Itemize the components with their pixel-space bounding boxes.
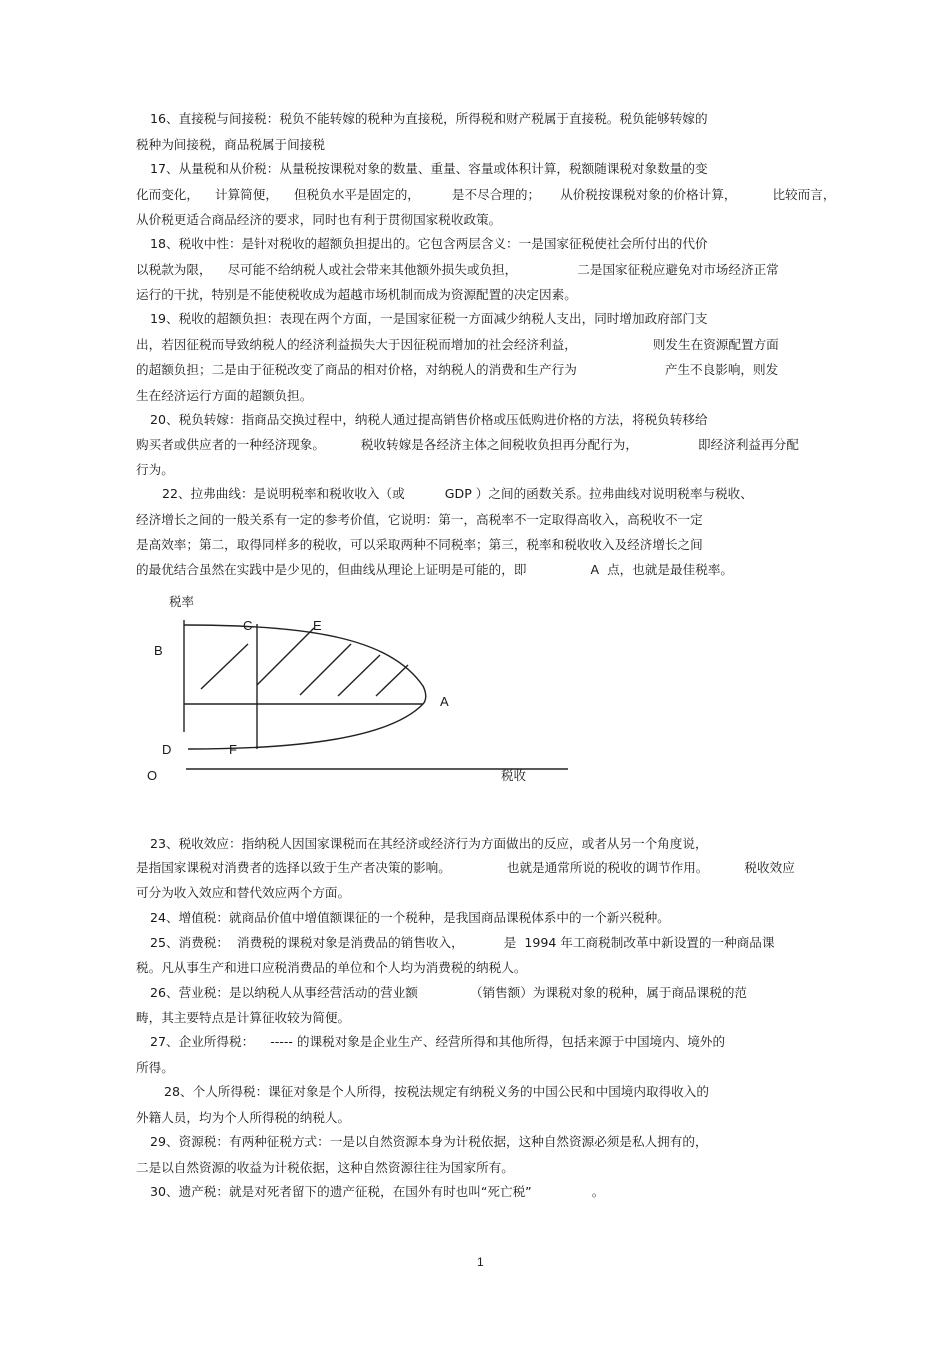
page-number: 1 [477,1255,484,1269]
paragraph-line: 经济增长之间的一般关系有一定的参考价值，它说明：第一，高税率不一定取得高收入，高税收不一定 [136,512,703,527]
paragraph-line: 运行的干扰，特别是不能使税收成为超越市场机制而成为资源配置的决定因素。 [136,287,577,302]
origin-label: O [147,768,158,783]
paragraph-line: 的最优结合虽然在实践中是少见的，但曲线从理论上证明是可能的，即 A 点，也就是最佳税率。 [136,562,734,577]
paragraph-line: 行为。 [136,462,174,477]
paragraph-line: 25、消费税： 消费税的课税对象是消费品的销售收入， 是 1994 年工商税制改革中新设置的一种商品课 [150,935,775,950]
paragraph-line: 是高效率；第二，取得同样多的税收，可以采取两种不同税率；第三，税率和税收收入及经济增长之间 [136,537,703,552]
y-axis-label: 税率 [169,594,195,609]
point-c-label: C [243,618,253,633]
paragraph-line: 以税款为限， 尽可能不给纳税人或社会带来其他额外损失或负担， 二是国家征税应避免对市场经济正常 [136,262,779,277]
paragraph-line: 17、从量税和从价税：从量税按课税对象的数量、重量、容量或体积计算，税额随课税对象数量的变 [150,161,708,176]
paragraph-line: 是指国家课税对消费者的选择以致于生产者决策的影响。 也就是通常所说的税收的调节作用。 税收效应 [136,860,795,875]
paragraph-line: 二是以自然资源的收益为计税依据，这种自然资源往往为国家所有。 [136,1160,514,1175]
x-axis-label: 税收 [501,768,527,783]
point-e-label: E [313,618,322,633]
paragraph-line: 20、税负转嫁：指商品交换过程中，纳税人通过提高销售价格或压低购进价格的方法，将税负转移给 [150,412,708,427]
point-f-label: F [229,742,237,757]
paragraph-line: 生在经济运行方面的超额负担。 [136,388,313,403]
paragraph-line: 26、营业税：是以纳税人从事经营活动的营业额 （销售额）为课税对象的税种，属于商品课税的范 [150,985,748,1000]
paragraph-line: 22、拉弗曲线：是说明税率和税收收入（或 GDP ）之间的函数关系。拉弗曲线对说明税率与税收、 [162,486,753,501]
paragraph-line: 出，若因征税而导致纳税人的经济利益损失大于因征税而增加的社会经济利益， 则发生在资源配置方面 [136,337,779,352]
paragraph-line: 的超额负担；二是由于征税改变了商品的相对价格，对纳税人的消费和生产行为 产生不良影响，则发 [136,362,779,377]
laffer-curve-figure [140,588,580,793]
paragraph-line: 从价税更适合商品经济的要求，同时也有利于贯彻国家税收政策。 [136,212,502,227]
paragraph-line: 23、税收效应：指纳税人因国家课税而在其经济或经济行为方面做出的反应，或者从另一个角度说， [150,836,708,851]
paragraph-line: 29、资源税：有两种征税方式：一是以自然资源本身为计税依据，这种自然资源必须是私人拥有的， [150,1134,708,1149]
point-d-label: D [162,742,172,757]
paragraph-line: 27、企业所得税： ----- 的课税对象是企业生产、经营所得和其他所得，包括来源于中国境内、境外的 [150,1034,726,1049]
laffer-curve [184,625,426,749]
paragraph-line: 购买者或供应者的一种经济现象。 税收转嫁是各经济主体之间税收负担再分配行为， 即经济利益再分配 [136,437,799,452]
paragraph-line: 所得。 [136,1060,174,1075]
paragraph-line: 可分为收入效应和替代效应两个方面。 [136,885,351,900]
paragraph-line: 28、个人所得税：课征对象是个人所得，按税法规定有纳税义务的中国公民和中国境内取得收入的 [164,1084,709,1099]
paragraph-line: 30、遗产税：就是对死者留下的遗产征税，在国外有时也叫“死亡税” 。 [150,1184,605,1199]
paragraph-line: 外籍人员，均为个人所得税的纳税人。 [136,1110,351,1125]
point-b-label: B [154,643,163,658]
point-a-label: A [440,694,449,709]
paragraph-line: 税种为间接税，商品税属于间接税 [136,137,325,152]
paragraph-line: 化而变化， 计算简便， 但税负水平是固定的， 是不尽合理的； 从价税按课税对象的价格计算， 比较而言， [136,187,836,202]
paragraph-line: 税。凡从事生产和进口应税消费品的单位和个人均为消费税的纳税人。 [136,960,527,975]
paragraph-line: 24、增值税：就商品价值中增值额课征的一个税种，是我国商品课税体系中的一个新兴税种。 [150,910,670,925]
paragraph-line: 18、税收中性：是针对税收的超额负担提出的。它包含两层含义：一是国家征税使社会所付出的代价 [150,236,708,251]
paragraph-line: 畴，其主要特点是计算征收较为简便。 [136,1010,351,1025]
paragraph-line: 16、直接税与间接税：税负不能转嫁的税种为直接税，所得税和财产税属于直接税。税负能够转嫁的 [150,111,708,126]
paragraph-line: 19、税收的超额负担：表现在两个方面，一是国家征税一方面减少纳税人支出，同时增加政府部门支 [150,311,708,326]
hatch-lines [201,628,408,696]
